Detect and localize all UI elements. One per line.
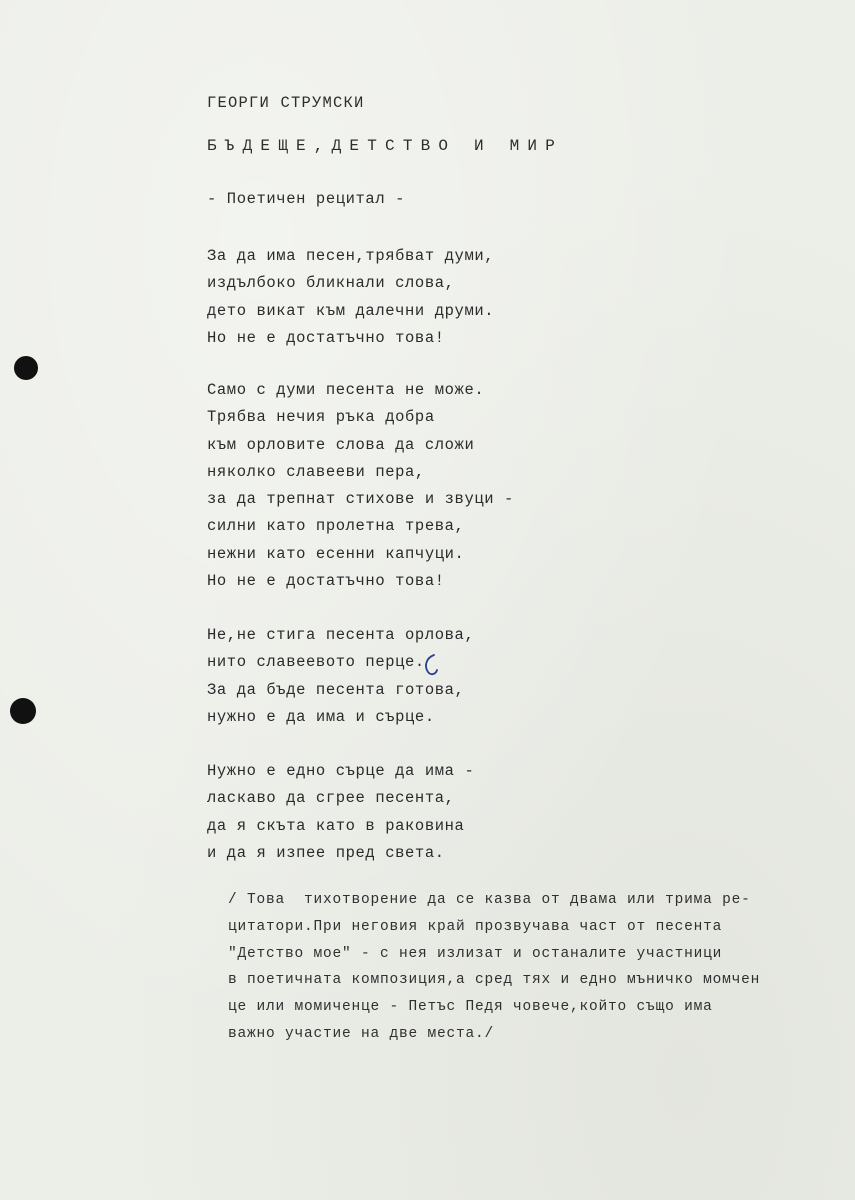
verse-line: нужно е да има и сърце. [207, 707, 435, 726]
verse-line: за да трепнат стихове и звуци - [207, 490, 514, 509]
verse-line: Трябва нечия ръка добра [207, 408, 435, 427]
verse-line: да я скъта като в раковина [207, 816, 465, 835]
verse-line: ласкаво да сгрее песента, [207, 789, 455, 808]
stanza-4 [207, 758, 474, 867]
punch-hole-top [14, 356, 38, 380]
verse-line: Нужно е едно сърце да има - [207, 762, 475, 780]
staging-note [228, 887, 760, 1048]
verse-line: няколко славееви пера, [207, 462, 425, 481]
verse-line: Но не е достатъчно това! [207, 328, 445, 347]
verse-line: дето викат към далечни друми. [207, 301, 495, 320]
poem-subtitle: - Поетичен рецитал - [207, 190, 406, 208]
author-name: ГЕОРГИ СТРУМСКИ [207, 94, 365, 112]
verse-line: Само с думи песента не може. [207, 381, 485, 399]
note-line: важно участие на две места./ [228, 1025, 495, 1042]
note-line: в поетичната композиция,а сред тях и едно мъничко момчен [228, 972, 761, 989]
punch-hole-bottom [10, 698, 36, 724]
note-line: "Детство мое" - с нея излизат и останалите участници [228, 945, 723, 962]
verse-line: нежни като есенни капчуци. [207, 544, 465, 563]
note-line: це или момиченце - Петъс Педя човече,който също има [228, 999, 713, 1016]
note-line: цитатори.При неговия край прозвучава част от песента [228, 918, 723, 935]
note-line: / Това тихотворение да се казва от двама или трима ре- [228, 892, 751, 908]
verse-line: към орловите слова да сложи [207, 435, 475, 454]
verse-line: За да бъде песента готова, [207, 680, 465, 699]
verse-line: силни като пролетна трева, [207, 517, 465, 536]
verse-line: нито славеевото перце. [207, 653, 425, 672]
verse-line: издълбоко бликнали слова, [207, 274, 455, 293]
verse-line: За да има песен,трябват думи, [207, 247, 495, 265]
verse-line: и да я изпее пред света. [207, 843, 445, 862]
verse-line: Не,не стига песента орлова, [207, 626, 475, 644]
handwritten-correction-mark [420, 652, 442, 678]
poem-title: БЪДЕЩЕ,ДЕТСТВО И МИР [207, 137, 564, 155]
verse-line: Но не е достатъчно това! [207, 572, 445, 591]
stanza-1 [207, 243, 494, 352]
stanza-2 [207, 377, 514, 595]
